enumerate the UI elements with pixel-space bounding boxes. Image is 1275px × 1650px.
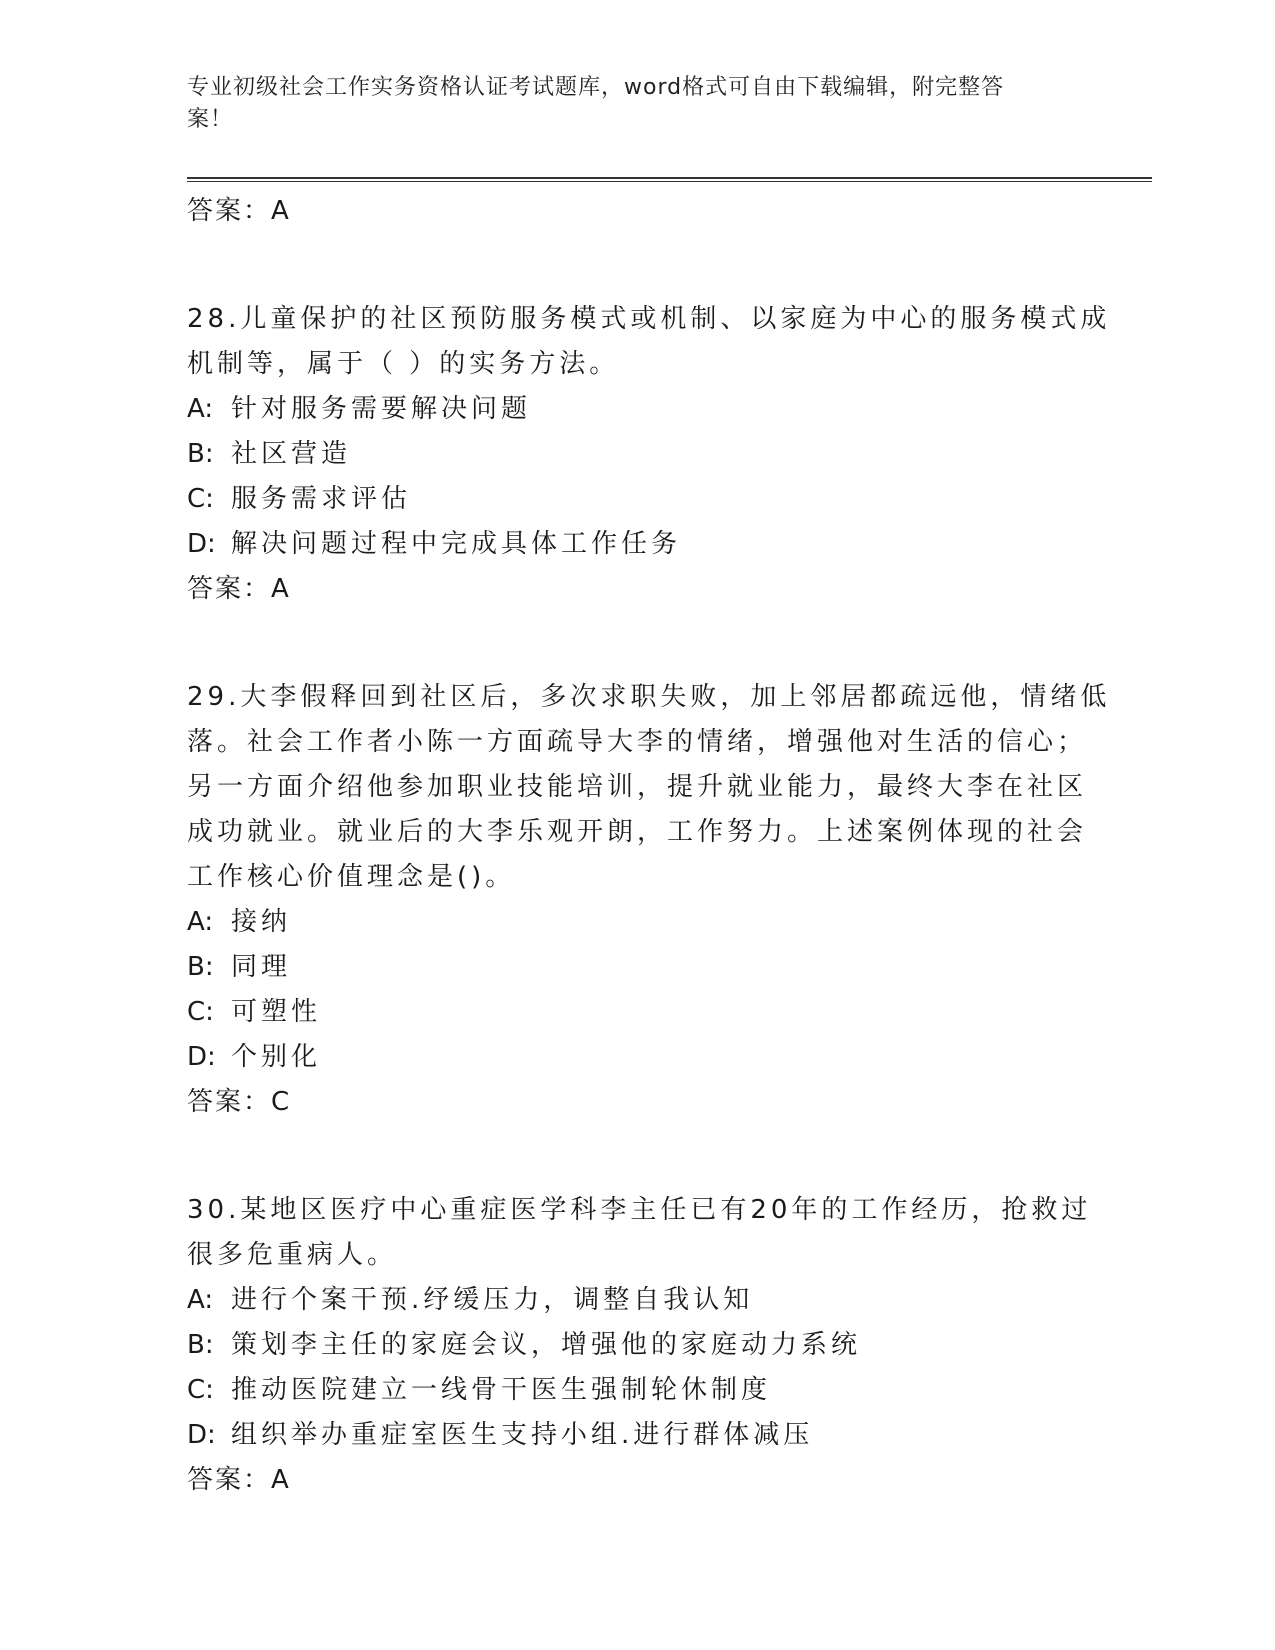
option-text: 组织举办重症室医生支持小组.进行群体减压 [231,1420,814,1450]
option-c [187,477,1087,522]
answer-line [187,189,1087,234]
option-a [187,900,1087,945]
option-text: 社区营造 [231,439,352,469]
question-stem-line: 29.大李假释回到社区后，多次求职失败，加上邻居都疏远他，情绪低 [187,682,1111,712]
question-stem-line: 28.儿童保护的社区预防服务模式或机制、以家庭为中心的服务模式成 [187,304,1111,334]
option-text: 可塑性 [231,997,322,1027]
option-b [187,1323,1087,1368]
option-b [187,432,1087,477]
answer-line [187,1080,1087,1125]
option-text: 进行个案干预.纾缓压力，调整自我认知 [231,1285,754,1315]
option-text: 针对服务需要解决问题 [231,394,532,424]
answer-value: A [271,1465,291,1495]
option-key: D: [187,529,216,559]
question-stem-line: 另一方面介绍他参加职业技能培训，提升就业能力，最终大李在社区 [187,772,1088,802]
option-c [187,1368,1087,1413]
question-stem-line: 30.某地区医疗中心重症医学科李主任已有20年的工作经历，抢救过 [187,1195,1092,1225]
option-key: C: [187,484,214,514]
header-divider [187,177,1152,182]
answer-label: 答案： [187,1087,272,1117]
option-key: A: [187,1285,214,1315]
option-d [187,1413,1087,1458]
answer-line [187,567,1087,612]
option-a [187,387,1087,432]
question-list [187,189,1111,1503]
answer-value: C [271,1087,292,1117]
question-stem-line: 成功就业。就业后的大李乐观开朗，工作努力。上述案例体现的社会 [187,817,1088,847]
option-d [187,1035,1087,1080]
option-d [187,522,1087,567]
option-text: 服务需求评估 [231,484,412,514]
question-28 [187,297,1111,612]
option-key: A: [187,907,214,937]
option-text: 策划李主任的家庭会议，增强他的家庭动力系统 [231,1330,862,1360]
answer-label: 答案： [187,574,272,604]
option-key: C: [187,1375,214,1405]
option-text: 推动医院建立一线骨干医生强制轮休制度 [231,1375,772,1405]
option-text: 同理 [231,952,292,982]
answer-value: A [271,196,291,226]
document-header [187,72,1067,136]
answer-label: 答案： [187,1465,272,1495]
option-key: B: [187,1330,214,1360]
option-key: D: [187,1042,216,1072]
answer-value: A [271,574,291,604]
header-title-line-2: 案！ [187,107,234,132]
option-c [187,990,1087,1035]
option-text: 个别化 [231,1042,322,1072]
question-30 [187,1188,1092,1503]
answer-label: 答案： [187,196,272,226]
option-key: A: [187,394,214,424]
option-key: C: [187,997,214,1027]
question-stem-line: 工作核心价值理念是()。 [187,862,516,892]
answer-line [187,1458,1087,1503]
question-stem-line: 很多危重病人。 [187,1240,398,1270]
question-29 [187,675,1111,1125]
question-stem-line: 机制等，属于（ ）的实务方法。 [187,349,620,379]
option-key: B: [187,439,214,469]
question-stem-line: 落。社会工作者小陈一方面疏导大李的情绪，增强他对生活的信心； [187,727,1088,757]
header-title-line-1: 专业初级社会工作实务资格认证考试题库，word格式可自由下载编辑，附完整答 [187,75,1005,100]
option-key: D: [187,1420,216,1450]
option-text: 接纳 [231,907,292,937]
option-key: B: [187,952,214,982]
option-text: 解决问题过程中完成具体工作任务 [231,529,682,559]
option-b [187,945,1087,990]
option-a [187,1278,1087,1323]
